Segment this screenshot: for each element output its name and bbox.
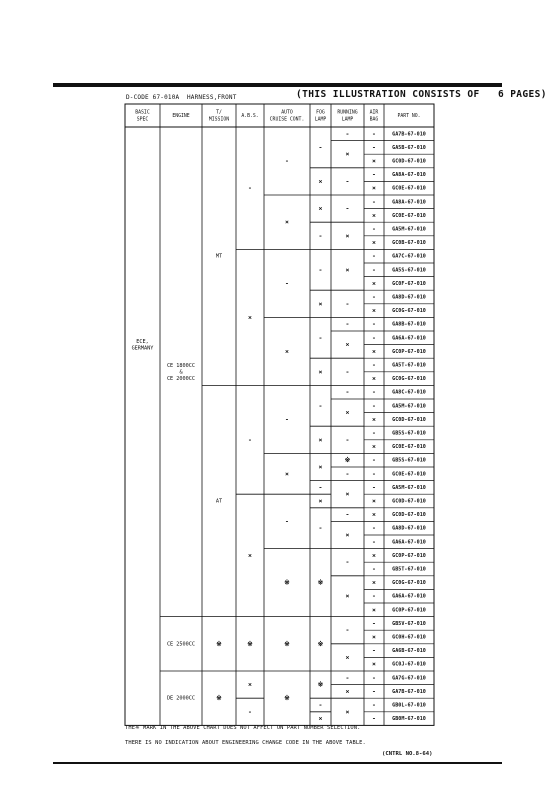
air-bag-mark: - [372,619,376,628]
air-bag-mark: × [372,238,376,247]
air-bag-mark: - [372,197,376,206]
air-bag-mark: - [372,714,376,723]
cell-mark: - [318,143,323,152]
cell-mark: × [318,435,323,444]
air-bag-mark: × [372,347,376,356]
part-number: GA6A-67-010 [392,539,426,546]
part-number: GA6A-67-010 [392,335,426,342]
cell-label: ECE, [136,338,149,345]
air-bag-mark: - [372,265,376,274]
air-bag-mark: × [372,578,376,587]
cell-mark: × [318,497,323,505]
air-bag-mark: × [372,415,376,424]
part-number: GB0M-67-010 [392,716,426,723]
cell-mark: ※ [216,694,222,703]
air-bag-mark: - [372,565,376,573]
part-number: GC0E-67-010 [392,212,426,219]
cell-mark: × [345,490,350,499]
part-number: GC0B-67-010 [392,240,426,247]
column-header-7: AIR [369,110,379,116]
air-bag-mark: × [372,633,376,641]
column-header-0: SPEC [136,117,149,123]
cell-mark: × [345,592,350,601]
cell-mark: - [318,401,323,410]
part-number: GA7C-67-010 [392,253,426,260]
cell-mark: ※ [216,639,222,648]
cell-label: DE 2000CC [166,695,196,702]
air-bag-mark: - [372,401,376,410]
cell-mark: - [345,469,350,478]
cell-label: GERMANY [131,345,154,352]
air-bag-mark: - [372,170,376,179]
cell-mark: - [345,204,350,213]
cell-mark: ※ [284,694,290,703]
control-number: (CNTRL NO.8-64) [382,751,433,757]
cell-mark: - [285,415,289,424]
cell-mark: - [345,510,350,519]
column-header-1: ENGINE [172,114,190,119]
cell-mark: - [318,483,323,492]
part-number: GC0D-67-010 [392,498,426,505]
air-bag-mark: - [372,333,376,342]
part-number: GC0E-67-010 [392,185,426,192]
part-number: GA5S-67-010 [392,267,426,274]
part-number: GA8D-67-010 [392,525,426,532]
air-bag-mark: - [372,469,376,478]
part-number: GA6A-67-010 [392,593,426,600]
part-number: GB5V-67-010 [392,620,426,627]
cell-mark: - [318,333,323,342]
part-number: GA8A-67-010 [392,172,426,179]
air-bag-mark: × [372,605,376,614]
part-number: GA8D-67-010 [392,294,426,301]
cell-mark: × [248,551,252,560]
cell-mark: × [248,680,252,689]
cell-mark: × [318,714,323,723]
cell-mark: × [318,299,323,308]
part-number: GC0P-67-010 [392,552,426,559]
cell-mark: - [285,279,289,288]
air-bag-mark: × [372,551,376,560]
cell-mark: × [345,265,350,274]
cell-mark: × [318,367,323,376]
part-number: GB5S-67-010 [392,430,426,437]
part-number: GC0P-67-010 [392,348,426,355]
part-number: GB0L-67-010 [392,702,426,709]
cell-mark: - [345,320,350,329]
air-bag-mark: - [372,524,376,533]
column-header-4: AUTO [281,110,293,116]
part-number: GC0G-67-010 [392,580,426,587]
column-header-2: MISSION [208,117,230,123]
air-bag-mark: - [372,429,376,437]
part-number: GC0J-67-010 [392,661,426,668]
note-line-1: THE※ MARK IN THE ABOVE CHART DOES NOT AFFECT ON PART NUMBER SELECTION. [125,725,361,731]
cell-mark: - [248,707,252,716]
cell-mark: ※ [317,639,324,648]
column-header-0: BASIC [135,110,150,116]
part-number: GC0E-67-010 [392,444,426,451]
air-bag-mark: × [372,306,376,315]
cell-mark: - [345,129,350,138]
air-bag-mark: - [372,293,376,301]
cell-mark: - [248,184,252,193]
column-header-2: T/ [216,110,222,116]
cell-mark: - [318,265,323,274]
cell-mark: - [248,435,252,444]
cell-label: CE 2500CC [166,641,196,648]
cell-mark: ※ [317,578,324,587]
part-number: GA7B-67-010 [392,688,426,695]
cell-mark: ※ [284,578,290,587]
cell-label: MT [215,253,223,260]
part-number: GC0F-67-010 [392,280,426,287]
air-bag-mark: - [372,483,376,492]
d-code: D-CODE 67-010A [126,94,180,101]
part-number: GC0H-67-010 [392,634,426,641]
part-number: GC0G-67-010 [392,308,426,315]
cell-label: CE 2000CC [166,375,196,382]
cell-mark: × [318,463,323,471]
air-bag-mark: × [372,660,376,669]
air-bag-mark: - [372,701,376,709]
cell-mark: × [345,531,350,539]
air-bag-mark: - [372,143,376,152]
column-header-4: CRUISE CONT. [269,117,305,123]
air-bag-mark: - [372,252,376,261]
cell-mark: ※ [317,680,324,689]
cell-mark: - [285,517,289,526]
air-bag-mark: - [372,456,376,465]
cell-mark: - [345,673,350,682]
cell-mark: × [345,653,350,662]
column-header-7: BAG [369,117,379,123]
cell-mark: ※ [284,639,290,648]
part-number: GA5B-67-010 [392,144,426,151]
cell-mark: × [248,313,252,322]
part-number: GC0P-67-010 [392,607,426,614]
table-frame [125,104,434,725]
part-number: GA5M-67-010 [392,226,426,233]
cell-mark: - [318,231,323,240]
air-bag-mark: - [372,646,376,655]
air-bag-mark: - [372,687,376,696]
air-bag-mark: - [372,225,376,233]
cell-mark: × [285,469,289,478]
cell-label: AT [215,498,223,505]
part-number: GA5M-67-010 [392,403,426,410]
air-bag-mark: - [372,361,376,369]
cell-mark: × [318,177,323,186]
part-number: GC0G-67-010 [392,376,426,383]
column-header-3: A.B.S. [241,114,259,119]
air-bag-mark: × [372,184,376,193]
cell-mark: × [318,204,323,213]
cell-mark: - [318,524,323,533]
cell-label: & [179,369,183,376]
cell-mark: × [345,408,350,417]
part-number: GA5M-67-010 [392,484,426,491]
part-number: GC0E-67-010 [392,471,426,478]
air-bag-mark: × [372,374,376,383]
part-number: GC0D-67-010 [392,158,426,165]
cell-mark: × [345,707,350,716]
cell-mark: - [345,299,350,308]
part-number: GA8B-67-010 [392,321,426,328]
part-number: GA5T-67-010 [392,362,426,369]
air-bag-mark: - [372,388,376,397]
cell-mark: × [345,231,350,240]
part-number: GA7B-67-010 [392,131,426,138]
pages-note-text: (THIS ILLUSTRATION CONSISTS OF [296,89,480,100]
cell-mark: - [285,157,289,165]
part-number: GA8A-67-010 [392,199,426,206]
air-bag-mark: - [372,320,376,329]
cell-mark: - [345,388,350,397]
air-bag-mark: - [372,592,376,601]
air-bag-mark: × [372,497,376,505]
air-bag-mark: × [372,157,376,165]
air-bag-mark: - [372,537,376,546]
cell-mark: - [345,626,350,635]
cell-mark: × [345,150,350,159]
column-header-5: LAMP [314,117,327,123]
pages-count: 6 PAGES) [497,89,547,100]
air-bag-mark: × [372,510,376,519]
cell-mark: ※ [344,456,351,465]
cell-mark: × [345,340,350,349]
air-bag-mark: - [372,129,376,138]
air-bag-mark: × [372,442,376,451]
part-number: GB5T-67-010 [392,566,426,573]
column-header-8: PART NO. [397,114,421,119]
cell-mark: ※ [247,639,253,648]
cell-mark: - [318,701,323,709]
air-bag-mark: × [372,279,376,288]
cell-mark: - [345,367,350,376]
column-header-6: RUNNING [337,110,358,116]
cell-mark: × [285,218,289,227]
column-header-6: LAMP [341,117,354,123]
part-number: GB5S-67-010 [392,457,426,464]
part-number: GA8C-67-010 [392,389,426,396]
cell-mark: - [345,435,350,444]
note-line-2: THERE IS NO INDICATION ABOUT ENGINEERING CHANGE CODE IN THE ABOVE TABLE. [125,740,366,746]
document-title: HARNESS,FRONT [187,94,237,101]
part-number: GA7G-67-010 [392,675,426,682]
part-number: GC0D-67-010 [392,512,426,519]
cell-mark: - [345,177,350,186]
cell-mark: × [345,687,350,696]
cell-mark: - [345,558,350,567]
column-header-5: FOG [316,110,325,116]
air-bag-mark: × [372,211,376,220]
air-bag-mark: - [372,673,376,682]
cell-label: CE 1800CC [166,362,196,369]
part-number: GA6B-67-010 [392,648,426,655]
part-number: GC0D-67-010 [392,416,426,423]
cell-mark: × [285,347,289,356]
